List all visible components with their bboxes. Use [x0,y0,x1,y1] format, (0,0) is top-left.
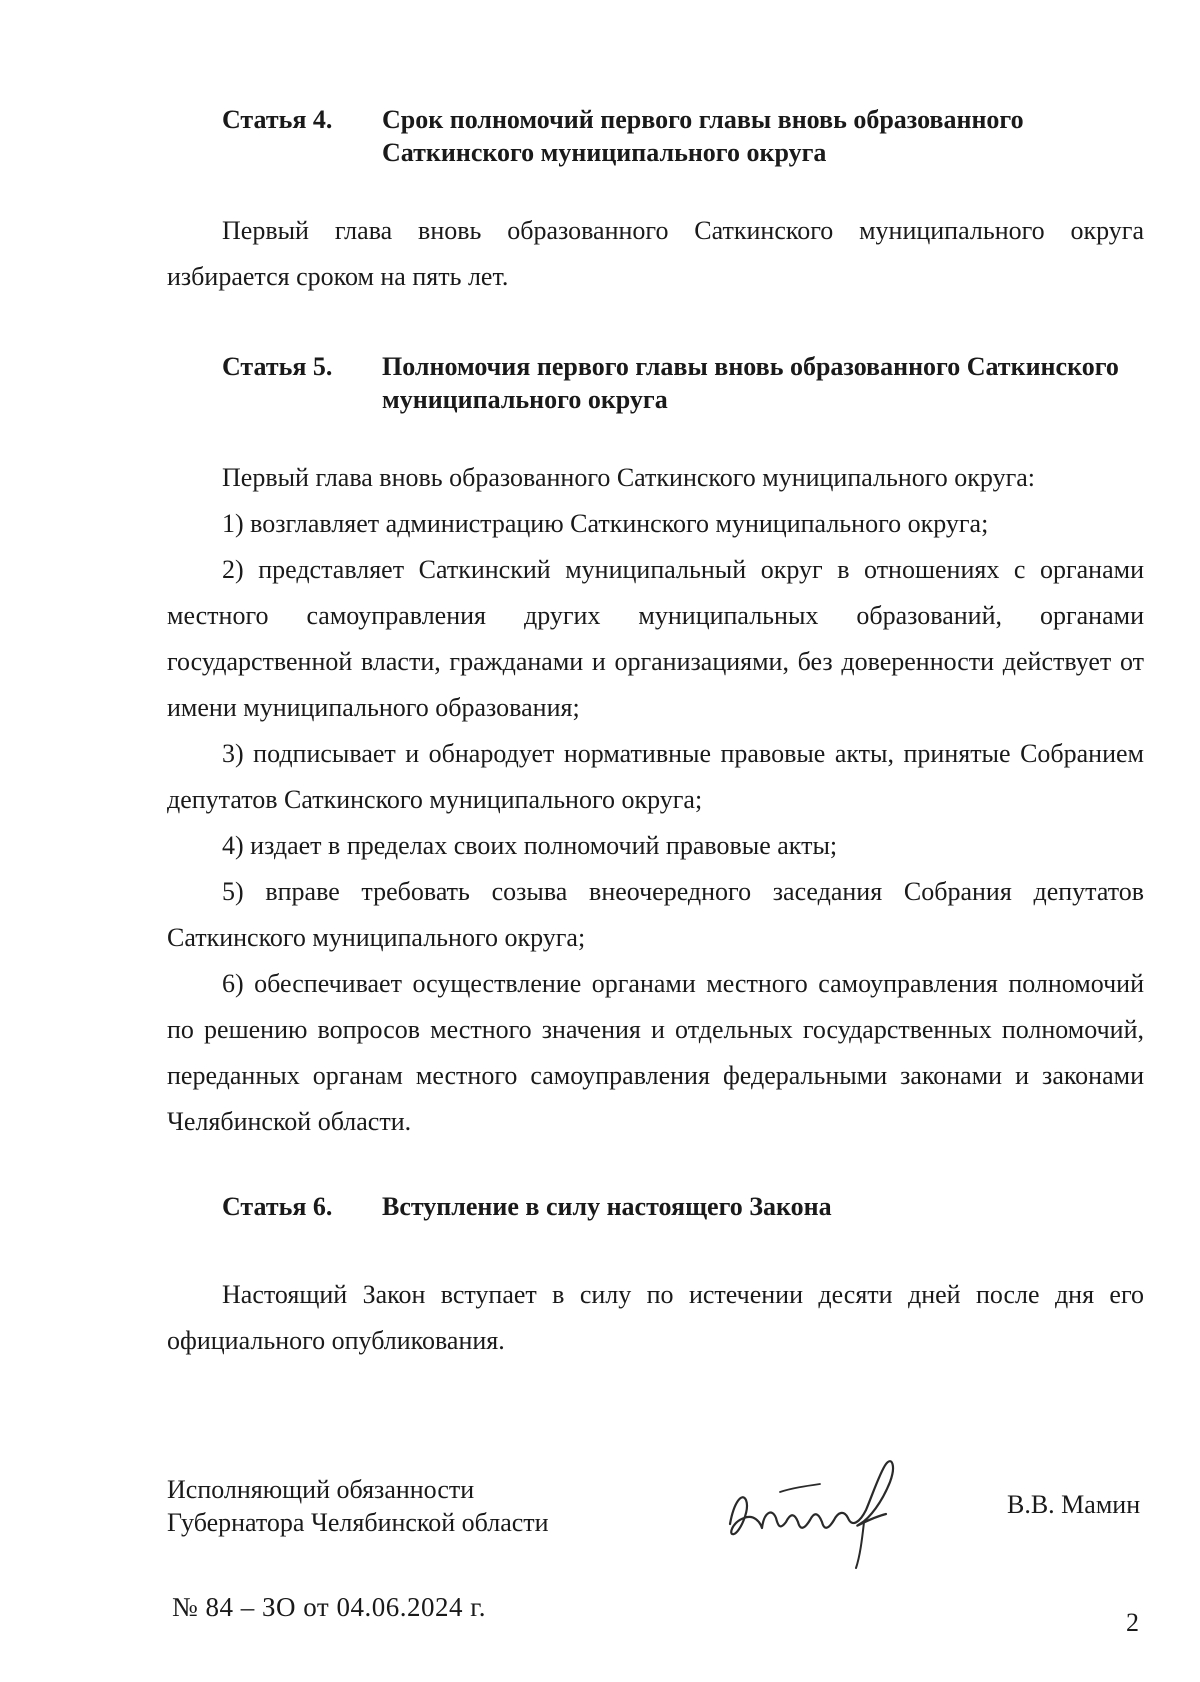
article-4-heading [222,103,1122,169]
handwritten-signature [720,1452,940,1572]
article-6-title: Вступление в силу настоящего Закона [382,1192,832,1221]
article-4-text: Первый глава вновь образованного Саткинского муниципального округа избирается сроком на пять лет. [167,216,1144,291]
page-number: 2 [1126,1608,1139,1637]
article-5-intro: Первый глава вновь образованного Саткинского муниципального округа: [222,463,1036,492]
article-5-title: Полномочия первого главы вновь образованного Саткинского муниципального округа [382,352,1119,414]
article-5-item-3: 3) подписывает и обнародует нормативные правовые акты, принятые Собранием депутатов Саткинского муниципального округа; [167,739,1144,814]
article-5-number: Статья 5. [222,352,333,381]
signatory-position-line-2: Губернатора Челябинской области [167,1508,549,1537]
article-5-item-1: 1) возглавляет администрацию Саткинского муниципального округа; [222,509,989,538]
article-5-item-5: 5) вправе требовать созыва внеочередного заседания Собрания депутатов Саткинского муниципального округа; [167,877,1144,952]
signatory-name: В.В. Мамин [1007,1490,1141,1519]
article-6-number: Статья 6. [222,1192,333,1221]
article-6-text: Настоящий Закон вступает в силу по истечении десяти дней после дня его официального опубликования. [167,1280,1144,1355]
article-5-item-4: 4) издает в пределах своих полномочий правовые акты; [222,831,838,860]
article-6-heading [222,1190,1122,1223]
article-4-title: Срок полномочий первого главы вновь образованного Саткинского муниципального округа [382,105,1024,167]
signatory-position-line-1: Исполняющий обязанности [167,1475,475,1504]
signatory-position [167,1473,549,1539]
article-5-heading [222,350,1122,416]
law-number: № 84 – ЗО от 04.06.2024 г. [172,1592,487,1622]
article-5-item-2: 2) представляет Саткинский муниципальный округ в отношениях с органами местного самоуправления других муниципальных образований, органами государственной власти, гражданами и организациями, без доверенности действует от имени муниципального образования; [167,555,1144,722]
article-4-number: Статья 4. [222,105,333,134]
article-5-item-6: 6) обеспечивает осуществление органами местного самоуправления полномочий по решению вопросов местного значения и отдельных государственных полномочий, переданных органам местного самоуправления федеральными законами и законами Челябинской области. [167,969,1144,1136]
